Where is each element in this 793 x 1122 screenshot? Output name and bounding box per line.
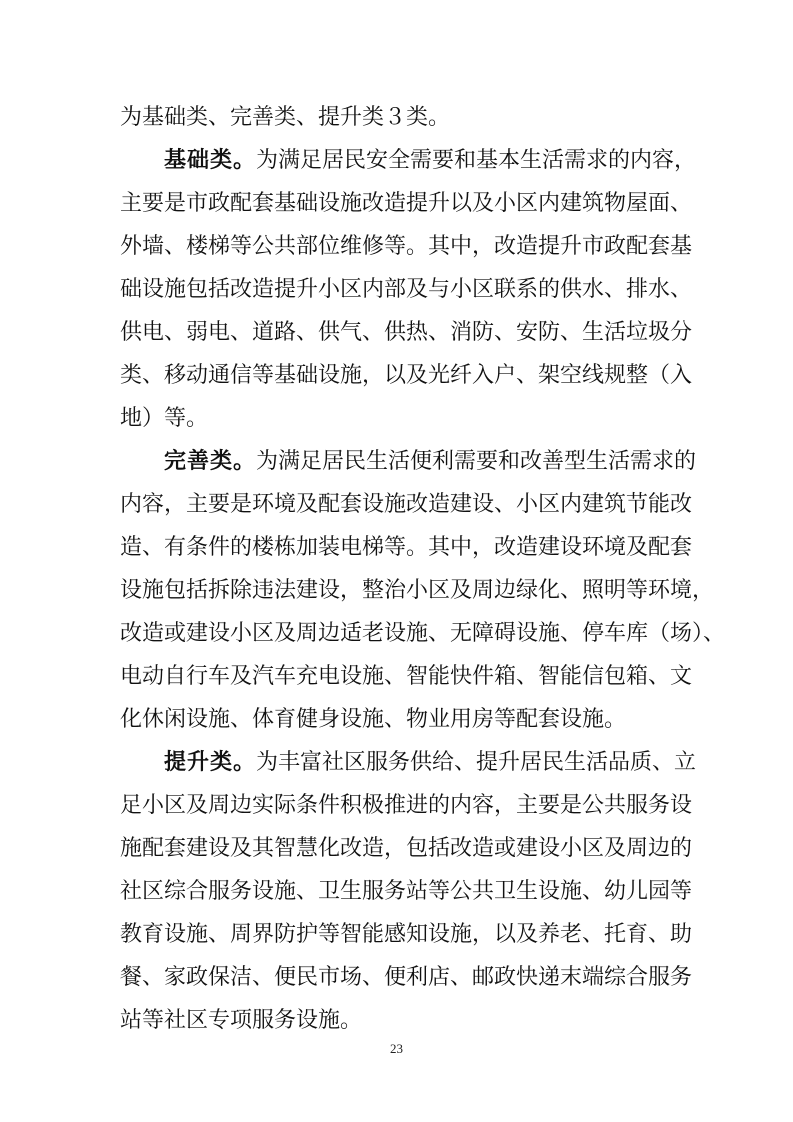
section-upgrade-line: 站等社区专项服务设施。 [120, 1008, 363, 1033]
section-basic-line: 类、移动通信等基础设施，以及光纤入户、架空线规整（入 [120, 363, 693, 388]
section-basic-heading: 基础类。 [164, 148, 257, 173]
section-basic-first-line [164, 146, 697, 176]
section-basic-line-0: 为满足居民安全需要和基本生活需求的内容， [256, 148, 697, 173]
section-basic-line: 供电、弱电、道路、供气、供热、消防、安防、生活垃圾分 [120, 320, 693, 345]
section-upgrade-line: 足小区及周边实际条件积极推进的内容，主要是公共服务设 [120, 793, 693, 818]
section-upgrade-line: 餐、家政保洁、便民市场、便利店、邮政快递末端综合服务 [120, 965, 693, 990]
section-improve-line: 设施包括拆除违法建设，整治小区及周边绿化、照明等环境， [120, 578, 715, 603]
section-improve-line: 内容，主要是环境及配套设施改造建设、小区内建筑节能改 [120, 492, 693, 517]
section-basic-line: 础设施包括改造提升小区内部及与小区联系的供水、排水、 [120, 277, 693, 302]
section-basic-line: 地）等。 [120, 406, 209, 431]
page-number: 23 [390, 1041, 403, 1056]
section-upgrade-first-line [164, 748, 697, 778]
section-upgrade-heading: 提升类。 [164, 750, 257, 775]
section-improve-line: 电动自行车及汽车充电设施、智能快件箱、智能信包箱、文 [120, 664, 693, 689]
section-basic-line: 外墙、楼梯等公共部位维修等。其中，改造提升市政配套基 [120, 234, 693, 259]
section-improve-line-0: 为满足居民生活便利需要和改善型生活需求的 [256, 449, 697, 474]
section-improve-heading: 完善类。 [164, 449, 257, 474]
section-upgrade-line: 教育设施、周界防护等智能感知设施，以及养老、托育、助 [120, 922, 693, 947]
section-improve-line: 改造或建设小区及周边适老设施、无障碍设施、停车库（场）、 [120, 621, 726, 646]
section-upgrade-line-0: 为丰富社区服务供给、提升居民生活品质、立 [256, 750, 697, 775]
intro-line [120, 103, 680, 133]
section-improve-line: 化休闲设施、体育健身设施、物业用房等配套设施。 [120, 707, 627, 732]
section-improve-line: 造、有条件的楼栋加装电梯等。其中，改造建设环境及配套 [120, 535, 693, 560]
section-upgrade-line: 社区综合服务设施、卫生服务站等公共卫生设施、幼儿园等 [120, 879, 693, 904]
section-basic-line: 主要是市政配套基础设施改造提升以及小区内建筑物屋面、 [120, 191, 693, 216]
section-improve-first-line [164, 447, 697, 477]
section-upgrade-line: 施配套建设及其智慧化改造，包括改造或建设小区及周边的 [120, 836, 693, 861]
intro-text: 为基础类、完善类、提升类３类。 [120, 105, 451, 130]
